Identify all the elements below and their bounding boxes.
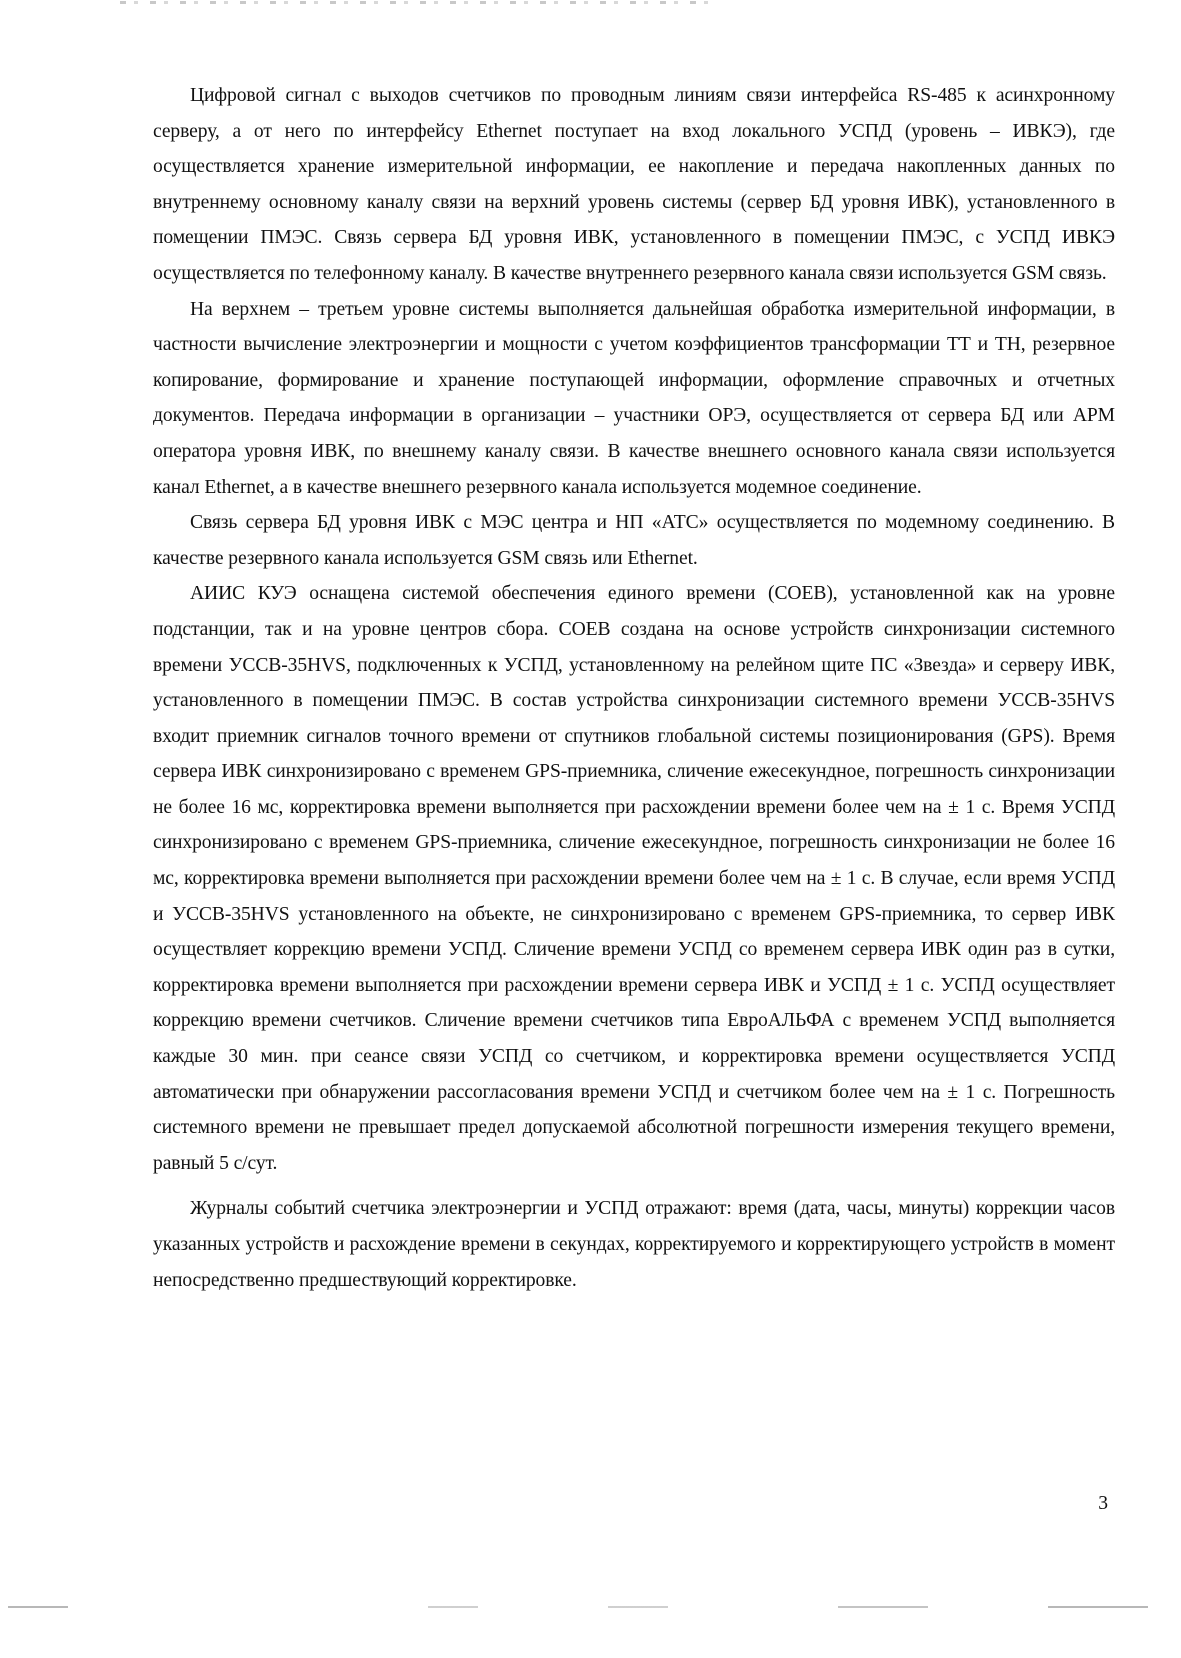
scan-artifact-top: [120, 1, 720, 4]
document-body: [153, 78, 1115, 1298]
paragraph-time-sync-system: АИИС КУЭ оснащена системой обеспечения единого времени (СОЕВ), установленной как на уровне подстанции, так и на уровне центров сбора. СОЕВ создана на основе устройств синхронизации системного времени УССВ-35HVS, подключенных к УСПД, установленному на релейном щите ПС «Звезда» и серверу ИВК, установленного в помещении ПМЭС. В состав устройства синхронизации системного времени УССВ-35HVS входит приемник сигналов точного времени от спутников глобальной системы позиционирования (GPS). Время сервера ИВК синхронизировано с временем GPS-приемника, сличение ежесекундное, погрешность синхронизации не более 16 мс, корректировка времени выполняется при расхождении времени более чем на ± 1 с. Время УСПД синхронизировано с временем GPS-приемника, сличение ежесекундное, погрешность синхронизации не более 16 мс, корректировка времени выполняется при расхождении времени более чем на ± 1 с. В случае, если время УСПД и УССВ-35HVS установленного на объекте, не синхронизировано с временем GPS-приемника, то сервер ИВК осуществляет коррекцию времени УСПД. Сличение времени УСПД со временем сервера ИВК один раз в сутки, корректировка времени выполняется при расхождении времени сервера ИВК и УСПД ± 1 с. УСПД осуществляет коррекцию времени счетчиков. Сличение времени счетчиков типа ЕвроАЛЬФА с временем УСПД выполняется каждые 30 мин. при сеансе связи УСПД со счетчиком, и корректировка времени осуществляется УСПД автоматически при обнаружении рассогласования времени УСПД и счетчиком более чем на ± 1 с. Погрешность системного времени не превышает предел допускаемой абсолютной погрешности измерения текущего времени, равный 5 с/сут.: [153, 583, 1115, 1174]
paragraph-data-transmission: Цифровой сигнал с выходов счетчиков по проводным линиям связи интерфейса RS-485 к асинхронному серверу, а от него по интерфейсу Ethernet поступает на вход локального УСПД (уровень – ИВКЭ), где осуществляется хранение измерительной информации, ее накопление и передача накопленных данных по внутреннему основному каналу связи на верхний уровень системы (сервер БД уровня ИВК), установленного в помещении ПМЭС. Связь сервера БД уровня ИВК, установленного в помещении ПМЭС, с УСПД ИВКЭ осуществляется по телефонному каналу. В качестве внутреннего резервного канала связи используется GSM связь.: [153, 85, 1115, 284]
paragraph-server-connection: Связь сервера БД уровня ИВК с МЭС центра и НП «АТС» осуществляется по модемному соединению. В качестве резервного канала используется GSM связь или Ethernet.: [153, 512, 1115, 569]
paragraph-event-logs: Журналы событий счетчика электроэнергии и УСПД отражают: время (дата, часы, минуты) коррекции часов указанных устройств и расхождение времени в секундах, корректируемого и корректирующего устройств в момент непосредственно предшествующий корректировке.: [153, 1198, 1115, 1291]
paragraph-upper-level-processing: На верхнем – третьем уровне системы выполняется дальнейшая обработка измерительной информации, в частности вычисление электроэнергии и мощности с учетом коэффициентов трансформации ТТ и ТН, резервное копирование, формирование и хранение поступающей информации, оформление справочных и отчетных документов. Передача информации в организации – участники ОРЭ, осуществляется от сервера БД или АРМ оператора уровня ИВК, по внешнему каналу связи. В качестве внешнего основного канала связи используется канал Ethernet, а в качестве внешнего резервного канала используется модемное соединение.: [153, 298, 1115, 498]
scan-artifact-bottom: [8, 1606, 1148, 1608]
page-number: 3: [1098, 1493, 1108, 1514]
